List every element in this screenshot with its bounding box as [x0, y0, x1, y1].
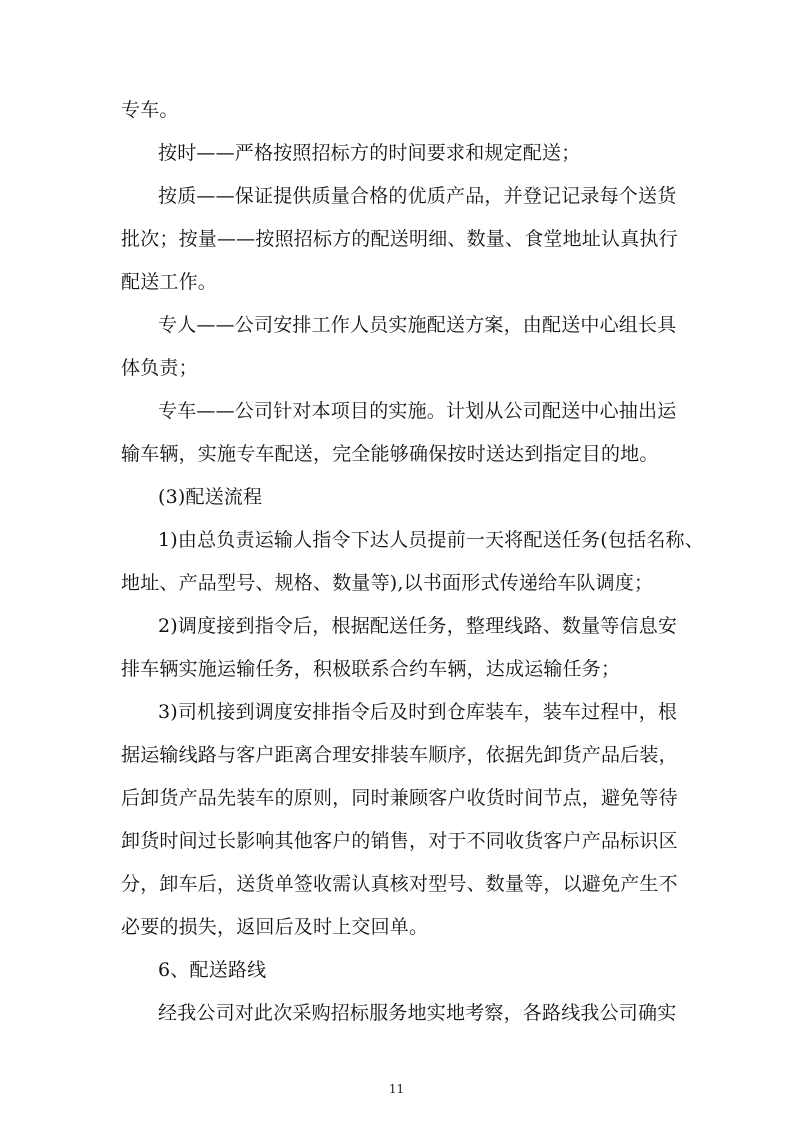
- section-heading: 6、配送路线: [158, 959, 267, 981]
- text-line: 地址、产品型号、规格、数量等),以书面形式传递给车队调度；: [121, 572, 654, 594]
- text-line: 后卸货产品先装车的原则，同时兼顾客户收货时间节点，避免等待: [121, 787, 678, 809]
- text-line: 排车辆实施运输任务，积极联系合约车辆，达成运输任务；: [121, 658, 621, 680]
- section-heading: (3)配送流程: [158, 486, 263, 508]
- text-line: 据运输线路与客户距离合理安排装车顺序，依据先卸货产品后装，: [121, 744, 678, 766]
- text-line: 输车辆，实施专车配送，完全能够确保按时送达到指定目的地。: [121, 443, 659, 465]
- text-line: 经我公司对此次采购招标服务地实地考察，各路线我公司确实: [158, 1002, 677, 1024]
- text-line: 分，卸车后，送货单签收需认真核对型号、数量等，以避免产生不: [121, 873, 678, 895]
- text-line: 按时——严格按照招标方的时间要求和规定配送；: [158, 142, 581, 164]
- text-line: 2)调度接到指令后，根据配送任务，整理线路、数量等信息安: [158, 615, 678, 637]
- text-line: 3)司机接到调度安排指令后及时到仓库装车，装车过程中，根: [158, 701, 678, 723]
- text-line: 专车。: [121, 99, 179, 121]
- text-line: 必要的损失，返回后及时上交回单。: [121, 916, 429, 938]
- text-line: 按质——保证提供质量合格的优质产品，并登记记录每个送货: [158, 185, 677, 207]
- page-number: 11: [388, 1082, 405, 1096]
- text-line: 体负责；: [121, 357, 198, 379]
- text-line: 专人——公司安排工作人员实施配送方案，由配送中心组长具: [158, 314, 677, 336]
- text-line: 配送工作。: [121, 271, 218, 293]
- text-line: 专车——公司针对本项目的实施。计划从公司配送中心抽出运: [158, 400, 677, 422]
- text-line: 卸货时间过长影响其他客户的销售，对于不同收货客户产品标识区: [121, 830, 678, 852]
- text-line: 1)由总负责运输人指令下达人员提前一天将配送任务(包括名称、: [158, 529, 704, 551]
- text-line: 批次；按量——按照招标方的配送明细、数量、食堂地址认真执行: [121, 228, 678, 250]
